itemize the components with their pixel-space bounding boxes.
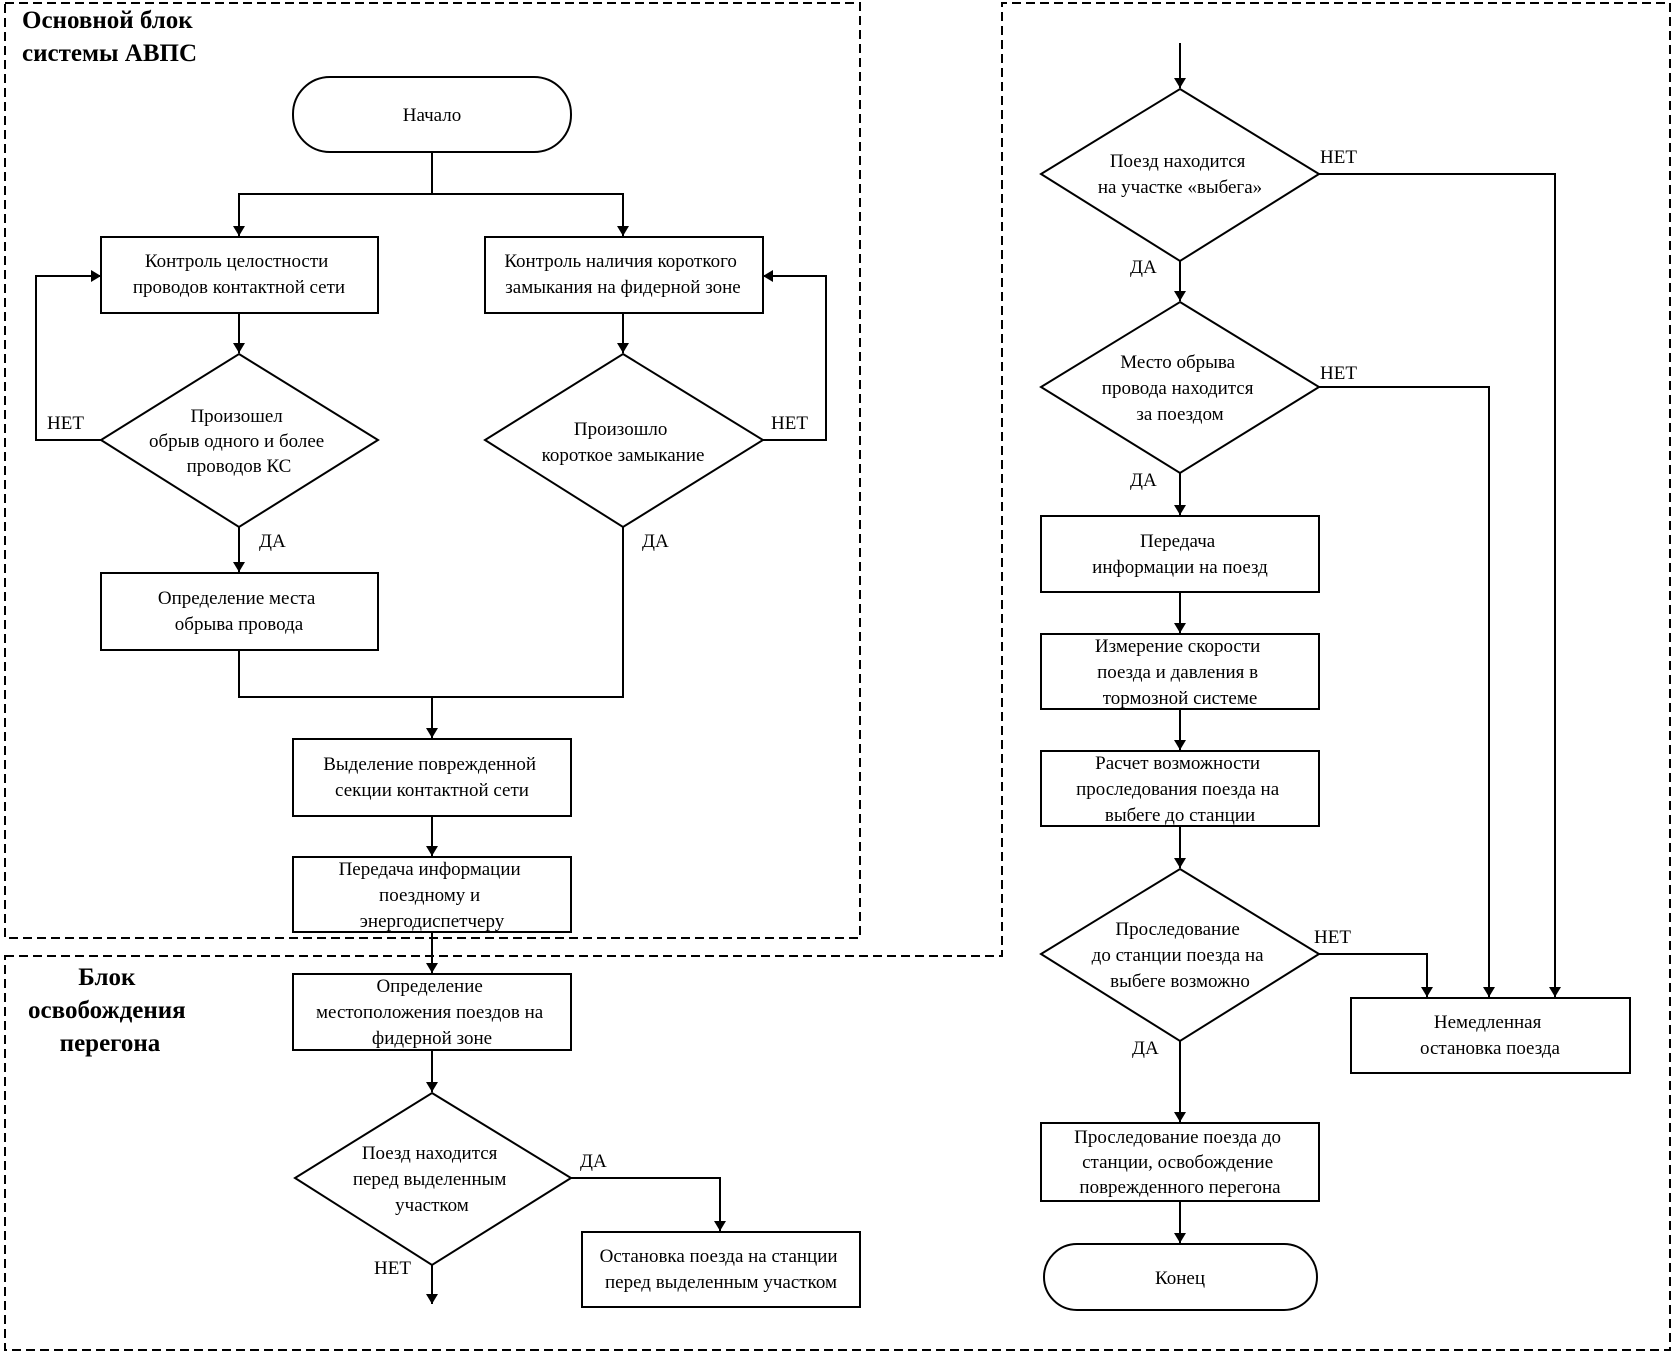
proceed-release-text: Проследование поезда до станции, освобождение поврежденного перегона xyxy=(1074,1127,1282,1198)
stop-at-station-text: Остановка поезда на станции перед выделенным участком xyxy=(599,1246,838,1293)
connectors xyxy=(36,43,1555,1304)
break-location-box xyxy=(101,573,378,650)
isolate-section-text: Выделение поврежденной секции контактной сети xyxy=(323,754,537,801)
stop-at-station-box xyxy=(582,1232,860,1307)
coasting-decision xyxy=(1041,89,1319,261)
locate-trains-text: Определение местоположения поездов на фидерной зоне xyxy=(316,976,544,1049)
end-text: Конец xyxy=(1155,1268,1205,1289)
notify-dispatch-text: Передача информации поездному и энергодиспетчеру xyxy=(338,859,521,932)
main-block-title: Основной блок системы АВПС xyxy=(22,7,197,67)
send-to-train-box xyxy=(1041,516,1319,592)
connector-behind-no xyxy=(1319,387,1489,997)
release-block-title: Блок освобождения перегона xyxy=(28,964,186,1057)
label-yes-behind-train: ДА xyxy=(1130,470,1157,491)
isolate-section-box xyxy=(293,739,571,816)
connector-before-yes xyxy=(571,1178,720,1231)
label-yes-coasting: ДА xyxy=(1130,257,1157,278)
coast-possible-q-text: Проследование до станции поезда на выбеге возможно xyxy=(1091,919,1264,992)
short-decision xyxy=(485,354,763,527)
short-control-box xyxy=(485,237,763,313)
label-yes-coast-possible: ДА xyxy=(1132,1038,1159,1059)
label-no-before-section: НЕТ xyxy=(374,1258,411,1279)
immediate-stop-text: Немедленная остановка поезда xyxy=(1420,1012,1560,1059)
short-q-text: Произошло короткое замыкание xyxy=(541,419,705,466)
label-no-coasting: НЕТ xyxy=(1320,147,1357,168)
before-section-q-text: Поезд находится перед выделенным участком xyxy=(352,1143,507,1216)
label-no-behind-train: НЕТ xyxy=(1320,363,1357,384)
wire-control-box xyxy=(101,237,378,313)
wire-control-text: Контроль целостности проводов контактной сети xyxy=(132,251,346,298)
connector-split-right xyxy=(432,194,623,236)
label-no-short: НЕТ xyxy=(771,413,808,434)
connector-possible-no xyxy=(1319,954,1427,997)
label-yes-wire-break: ДА xyxy=(259,531,286,552)
label-no-wire-break: НЕТ xyxy=(47,413,84,434)
label-no-coast-possible: НЕТ xyxy=(1314,927,1351,948)
coasting-q-text: Поезд находится на участке «выбега» xyxy=(1097,151,1263,198)
connector-coast-no xyxy=(1319,174,1555,997)
send-to-train-text: Передача информации на поезд xyxy=(1092,531,1268,578)
wire-break-q-text: Произошел обрыв одного и более проводов КС xyxy=(149,406,325,477)
connector-start-split xyxy=(239,152,432,236)
measure-speed-text: Измерение скорости поезда и давления в тормозной системе xyxy=(1094,636,1261,709)
block-boundaries xyxy=(5,3,1670,1350)
label-yes-before-section: ДА xyxy=(580,1151,607,1172)
start-text: Начало xyxy=(402,105,462,126)
label-yes-short: ДА xyxy=(642,531,669,552)
immediate-stop-box xyxy=(1351,998,1630,1073)
release-block-boundary xyxy=(5,3,1670,1350)
break-location-text: Определение места обрыва провода xyxy=(157,588,316,635)
short-control-text: Контроль наличия короткого замыкания на фидерной зоне xyxy=(504,251,741,298)
behind-train-q-text: Место обрыва провода находится за поездом xyxy=(1101,352,1254,425)
calc-possibility-text: Расчет возможности проследования поезда на выбеге до станции xyxy=(1076,753,1280,826)
